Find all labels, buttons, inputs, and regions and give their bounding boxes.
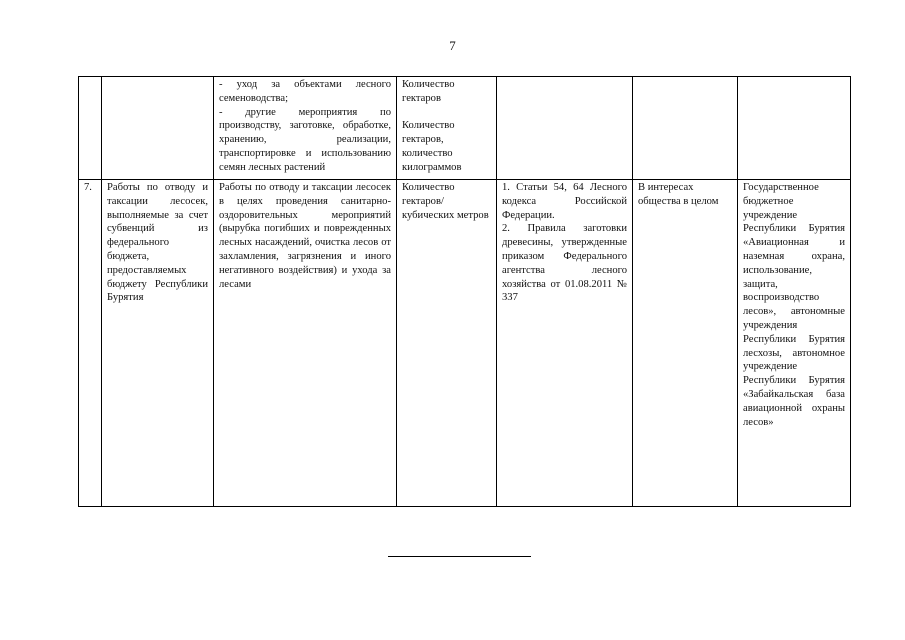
description-cell: [214, 77, 397, 180]
unit-line: Количество гектаров: [402, 79, 455, 104]
unit-cell: Количество гектаров/ кубических метров: [397, 180, 497, 507]
executor-cell: [738, 77, 851, 180]
basis-line: 1. Статьи 54, 64 Лесного кодекса Российской Федерации.: [502, 182, 627, 221]
description-line: - уход за объектами лесного семеноводства;: [219, 79, 391, 104]
description-line: - другие мероприятия по производству, заготовке, обработке, хранению, реализации, транспортировке и использованию семян лесных растений: [219, 106, 391, 173]
basis-line: 2. Правила заготовки древесины, утвержденные приказом Федерального агентства лесного хозяйства от 01.08.2011 № 337: [502, 223, 627, 304]
interest-cell: [633, 77, 738, 180]
executor-cell: Государственное бюджетное учреждение Республики Бурятия «Авиационная и наземная охрана, использование, защита, воспроизводство лесов», автономные учреждения Республики Бурятия лесхозы, автономное учреждение Республики Бурятия «Забайкальская база авиационной охраны лесов»: [738, 180, 851, 507]
unit-line: Количество гектаров, количество килограммов: [402, 120, 462, 173]
row-number-cell: 7.: [79, 180, 102, 507]
activity-cell: [102, 77, 214, 180]
unit-cell: [397, 77, 497, 180]
activity-cell: Работы по отводу и таксации лесосек, выполняемые за счет субвенций из федерального бюджета, предоставляемых бюджету Республики Бурятия: [102, 180, 214, 507]
services-table: [78, 76, 851, 507]
table-row-continued: [79, 77, 851, 180]
closing-rule: [388, 556, 531, 557]
page-number: 7: [449, 38, 456, 53]
row-number-cell: [79, 77, 102, 180]
description-cell: Работы по отводу и таксации лесосек в целях проведения санитарно-оздоровительных мероприятий (вырубка погибших и поврежденных лесных насаждений, очистка лесов от захламления, загрязнения и иного негативного воздействия) и ухода за лесами: [214, 180, 397, 507]
table-row-7: [79, 180, 851, 507]
basis-cell: [497, 77, 633, 180]
basis-cell: [497, 180, 633, 507]
interest-cell: В интересах общества в целом: [633, 180, 738, 507]
